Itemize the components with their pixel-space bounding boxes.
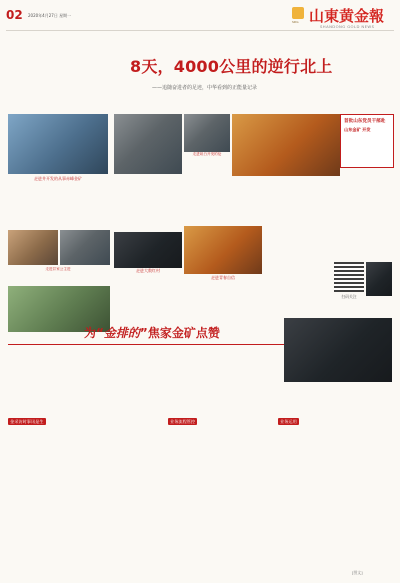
banner-quote-text: 金排的 (103, 326, 140, 340)
callout-title-2: 山东金矿 开发 (344, 127, 371, 132)
page-number: 02 (6, 8, 23, 22)
banner-prefix: 为 (84, 326, 97, 340)
banner-quote-right: ” (139, 326, 148, 340)
brand-mark-text: SDG (292, 20, 299, 24)
photo-middle-top (114, 114, 182, 174)
banner-divider (8, 344, 284, 345)
article-center-right (184, 160, 334, 222)
photo-left-1 (8, 230, 58, 265)
brand-mark (292, 7, 304, 19)
article-lower-left-1 (8, 350, 64, 414)
tag-center[interactable]: 业务流程管控 (170, 419, 196, 424)
callout-title: 首批山东党员干部赴 (344, 119, 386, 124)
article-bottom-2 (106, 426, 198, 576)
article-lower-left-2 (66, 350, 168, 414)
article-bottom-3 (200, 426, 292, 576)
headline-main: 8天，4000公里的逆行北上 (130, 57, 333, 76)
qr-label: 扫码关注 (341, 294, 357, 299)
article-left-top (7, 35, 125, 108)
caption-top-left: 走进井开发的从事赤峰金矿 (34, 176, 82, 181)
photo-right-bottom (366, 262, 392, 296)
article-middle-top (126, 35, 132, 55)
brand-subtitle: SHANDONG GOLD NEWS (320, 24, 375, 29)
article-bottom-4 (294, 426, 392, 576)
qr-code[interactable] (334, 262, 364, 292)
caption-center-bottom: 走进青春自信 (211, 275, 235, 280)
banner-quote-left: “ (96, 326, 104, 340)
headline-sub: ——追随奋进者的足迹，中华看到的正能量记录 (152, 85, 258, 91)
callout-text (344, 135, 390, 163)
masthead-divider (6, 30, 394, 31)
tag-left[interactable]: 金采访时事讯是生 (10, 419, 44, 424)
caption-center-1: 走进坦白开发的伦 (192, 152, 222, 156)
article-left-column-1 (8, 183, 112, 227)
article-bottom-1 (8, 426, 104, 576)
banner-suffix: 焦家金矿点赞 (147, 326, 220, 340)
callout-box (340, 114, 394, 168)
tag-right[interactable]: 业务运用 (280, 419, 297, 424)
brand-title: 山東黄金報 (309, 7, 385, 25)
photo-center-bottom (184, 226, 262, 274)
caption-middle: 走进大数红村 (136, 268, 160, 273)
photo-top-left (8, 114, 108, 174)
section-banner (84, 322, 284, 340)
photo-banner (284, 318, 392, 382)
article-right (334, 170, 392, 256)
photo-middle-bottom (114, 232, 182, 268)
article-lower-mid (170, 350, 284, 414)
article-center-bottom-2 (268, 226, 330, 332)
photo-left-2 (60, 230, 110, 265)
date-line: 2020年4月27日 星期一 (28, 13, 72, 18)
article-middle-column (114, 176, 182, 228)
photo-center-1 (184, 114, 230, 152)
footer-note: [图文] (352, 570, 363, 575)
caption-left-photos: 走进井家公主进 (45, 267, 71, 271)
